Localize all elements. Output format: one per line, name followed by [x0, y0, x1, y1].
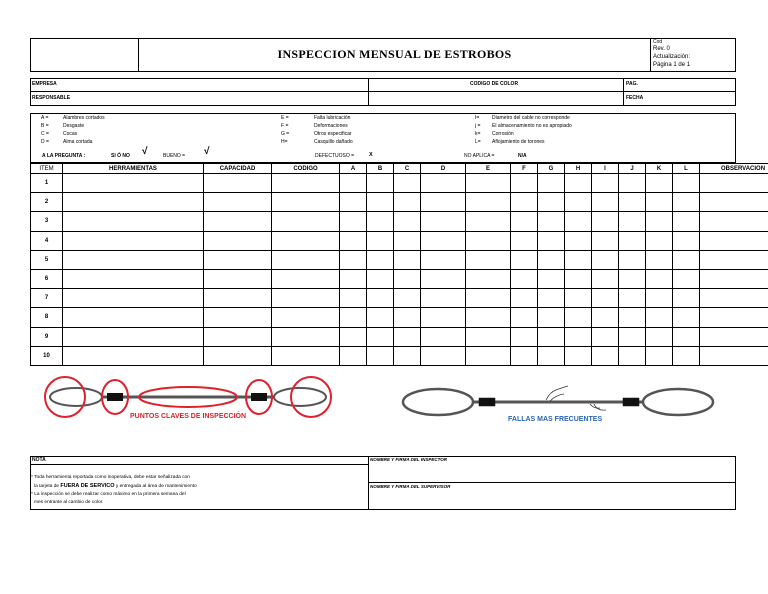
cell-f[interactable] — [511, 327, 538, 346]
responsable-label: RESPONSABLE — [32, 95, 71, 101]
cell-b[interactable] — [367, 346, 394, 365]
cell-e[interactable] — [466, 269, 511, 288]
col-header: CODIGO — [272, 164, 340, 174]
footer-vline — [368, 456, 369, 510]
meta-rev: Rev. 0 — [653, 46, 670, 52]
cell-l[interactable] — [673, 193, 700, 212]
item-number: 8 — [31, 308, 63, 327]
cell-c[interactable] — [394, 212, 421, 231]
cell-e[interactable] — [466, 308, 511, 327]
cell-d[interactable] — [421, 327, 466, 346]
cell-herramientas[interactable] — [63, 346, 204, 365]
cell-capacidad[interactable] — [204, 269, 272, 288]
cell-l[interactable] — [673, 289, 700, 308]
cell-h[interactable] — [565, 327, 592, 346]
cell-a[interactable] — [340, 327, 367, 346]
item-number: 4 — [31, 231, 63, 250]
cell-codigo[interactable] — [272, 212, 340, 231]
cell-l[interactable] — [673, 308, 700, 327]
cell-k[interactable] — [646, 174, 673, 193]
cell-k[interactable] — [646, 327, 673, 346]
note-fuera-servicio: FUERA DE SERVICO — [60, 483, 115, 489]
cell-j[interactable] — [619, 308, 646, 327]
cell-d[interactable] — [421, 212, 466, 231]
cell-d[interactable] — [421, 250, 466, 269]
info-vline-1 — [368, 78, 369, 106]
item-number: 10 — [31, 346, 63, 365]
cell-observacion[interactable] — [700, 212, 768, 231]
no-aplica-label: NO APLICA = — [464, 153, 495, 159]
col-header: K — [646, 164, 673, 174]
cell-h[interactable] — [565, 346, 592, 365]
cell-capacidad[interactable] — [204, 327, 272, 346]
legend-col-1 — [41, 114, 105, 146]
cell-i[interactable] — [592, 174, 619, 193]
cell-i[interactable] — [592, 269, 619, 288]
cell-f[interactable] — [511, 269, 538, 288]
legend-col-2 — [281, 114, 353, 146]
cell-observacion[interactable] — [700, 174, 768, 193]
cell-e[interactable] — [466, 174, 511, 193]
cell-herramientas[interactable] — [63, 231, 204, 250]
footer-nota-hline — [30, 464, 368, 465]
sling-key-points-figure — [38, 370, 338, 430]
cell-j[interactable] — [619, 212, 646, 231]
cell-a[interactable] — [340, 289, 367, 308]
cell-b[interactable] — [367, 174, 394, 193]
cell-a[interactable] — [340, 174, 367, 193]
cell-d[interactable] — [421, 231, 466, 250]
cell-h[interactable] — [565, 212, 592, 231]
cell-g[interactable] — [538, 308, 565, 327]
item-number: 2 — [31, 193, 63, 212]
left-figure-caption: PUNTOS CLAVES DE INSPECCIÓN — [130, 413, 247, 420]
cell-i[interactable] — [592, 193, 619, 212]
cell-e[interactable] — [466, 231, 511, 250]
header-meta — [653, 39, 735, 69]
col-header: D — [421, 164, 466, 174]
defectuoso-label: DEFECTUOSO = — [315, 153, 355, 159]
cell-herramientas[interactable] — [63, 193, 204, 212]
cell-e[interactable] — [466, 327, 511, 346]
cell-capacidad[interactable] — [204, 212, 272, 231]
cell-codigo[interactable] — [272, 174, 340, 193]
table-row — [31, 289, 768, 308]
pag-label: PAG. — [626, 81, 638, 87]
codigo-color-label: CODIGO DE COLOR — [470, 81, 519, 87]
cell-observacion[interactable] — [700, 193, 768, 212]
col-header: H — [565, 164, 592, 174]
cell-capacidad[interactable] — [204, 289, 272, 308]
header-divider-right — [650, 38, 651, 72]
cell-g[interactable] — [538, 212, 565, 231]
check-bueno: √ — [204, 146, 210, 157]
cell-g[interactable] — [538, 289, 565, 308]
legend-item: D = Alma cortada — [41, 139, 93, 145]
item-number: 1 — [31, 174, 63, 193]
cell-k[interactable] — [646, 212, 673, 231]
cell-d[interactable] — [421, 193, 466, 212]
cell-b[interactable] — [367, 193, 394, 212]
footer-signature-hline — [368, 482, 736, 483]
cell-c[interactable] — [394, 346, 421, 365]
legend-item: L= Aflojamiento de torones — [475, 139, 545, 145]
check-si-no: √ — [142, 146, 148, 157]
meta-cod: Cod — [653, 39, 663, 45]
cell-c[interactable] — [394, 308, 421, 327]
legend-item: H= Casquillo dañado — [281, 139, 353, 145]
cell-capacidad[interactable] — [204, 308, 272, 327]
defectuoso-mark: X — [369, 152, 373, 158]
cell-codigo[interactable] — [272, 193, 340, 212]
cell-c[interactable] — [394, 250, 421, 269]
cell-a[interactable] — [340, 250, 367, 269]
cell-e[interactable] — [466, 212, 511, 231]
cell-g[interactable] — [538, 231, 565, 250]
cell-h[interactable] — [565, 174, 592, 193]
cell-d[interactable] — [421, 289, 466, 308]
cell-h[interactable] — [565, 308, 592, 327]
col-header: J — [619, 164, 646, 174]
bueno-label: BUENO = — [163, 153, 186, 159]
cell-d[interactable] — [421, 269, 466, 288]
cell-observacion[interactable] — [700, 346, 768, 365]
cell-j[interactable] — [619, 231, 646, 250]
cell-observacion[interactable] — [700, 308, 768, 327]
col-header: E — [466, 164, 511, 174]
legend-item: E = Falta lubricación — [281, 115, 351, 121]
cell-j[interactable] — [619, 193, 646, 212]
cell-herramientas[interactable] — [63, 327, 204, 346]
cell-j[interactable] — [619, 250, 646, 269]
col-header: OBSERVACION — [700, 164, 768, 174]
cell-k[interactable] — [646, 231, 673, 250]
meta-actualizacion: Actualización: — [653, 54, 691, 60]
cell-h[interactable] — [565, 231, 592, 250]
legend-item: F = Deformaciones — [281, 123, 348, 129]
cell-b[interactable] — [367, 269, 394, 288]
cell-d[interactable] — [421, 308, 466, 327]
cell-f[interactable] — [511, 308, 538, 327]
col-header: F — [511, 164, 538, 174]
cell-codigo[interactable] — [272, 308, 340, 327]
cell-capacidad[interactable] — [204, 174, 272, 193]
cell-g[interactable] — [538, 193, 565, 212]
meta-pagina: Página 1 de 1 — [653, 62, 691, 68]
cell-c[interactable] — [394, 193, 421, 212]
cell-codigo[interactable] — [272, 231, 340, 250]
table-row — [31, 193, 768, 212]
col-header: L — [673, 164, 700, 174]
legend-item: B = Desgaste — [41, 123, 85, 129]
cell-j[interactable] — [619, 269, 646, 288]
si-no-label: SI Ó NO — [111, 153, 130, 159]
cell-i[interactable] — [592, 250, 619, 269]
table-row — [31, 250, 768, 269]
cell-c[interactable] — [394, 174, 421, 193]
cell-i[interactable] — [592, 346, 619, 365]
cell-herramientas[interactable] — [63, 250, 204, 269]
col-header: A — [340, 164, 367, 174]
cell-i[interactable] — [592, 308, 619, 327]
cell-codigo[interactable] — [272, 346, 340, 365]
table-row — [31, 308, 768, 327]
note-line-4: mes entrante al cambio de color. — [34, 500, 104, 505]
col-header: B — [367, 164, 394, 174]
cell-f[interactable] — [511, 231, 538, 250]
cell-e[interactable] — [466, 193, 511, 212]
inspector-signature-label: NOMBRE Y FIRMA DEL INSPECTOR — [370, 457, 448, 462]
legend-item: j = El almacenamiento no es apropiado — [475, 123, 572, 129]
cell-a[interactable] — [340, 346, 367, 365]
right-figure-caption: FALLAS MAS FRECUENTES — [508, 416, 603, 423]
cell-j[interactable] — [619, 289, 646, 308]
cell-k[interactable] — [646, 250, 673, 269]
item-number: 3 — [31, 212, 63, 231]
cell-g[interactable] — [538, 174, 565, 193]
cell-l[interactable] — [673, 174, 700, 193]
cell-herramientas[interactable] — [63, 174, 204, 193]
col-header: G — [538, 164, 565, 174]
info-hline — [30, 91, 736, 92]
legend-col-3 — [475, 114, 572, 146]
col-header: HERRAMIENTAS — [63, 164, 204, 174]
info-vline-2 — [623, 78, 624, 106]
fecha-label: FECHA — [626, 95, 644, 101]
cell-h[interactable] — [565, 193, 592, 212]
cell-codigo[interactable] — [272, 250, 340, 269]
cell-a[interactable] — [340, 193, 367, 212]
cell-a[interactable] — [340, 212, 367, 231]
cell-codigo[interactable] — [272, 327, 340, 346]
sling-drawing — [50, 388, 326, 406]
legend-item: A = Alambres cortados — [41, 115, 105, 121]
cell-l[interactable] — [673, 250, 700, 269]
cell-g[interactable] — [538, 269, 565, 288]
cell-capacidad[interactable] — [204, 250, 272, 269]
cell-c[interactable] — [394, 269, 421, 288]
item-number: 7 — [31, 289, 63, 308]
cell-e[interactable] — [466, 346, 511, 365]
cell-observacion[interactable] — [700, 231, 768, 250]
cell-b[interactable] — [367, 250, 394, 269]
cell-c[interactable] — [394, 289, 421, 308]
cell-herramientas[interactable] — [63, 289, 204, 308]
table-header-row — [31, 164, 768, 174]
supervisor-signature-label: NOMBRE Y FIRMA DEL SUPERVISOR — [370, 484, 451, 489]
cell-k[interactable] — [646, 269, 673, 288]
cell-f[interactable] — [511, 193, 538, 212]
cell-observacion[interactable] — [700, 289, 768, 308]
cell-g[interactable] — [538, 250, 565, 269]
cell-d[interactable] — [421, 346, 466, 365]
cell-herramientas[interactable] — [63, 269, 204, 288]
legend-item: C = Cocas — [41, 131, 78, 137]
cell-b[interactable] — [367, 212, 394, 231]
cell-b[interactable] — [367, 308, 394, 327]
legend-box — [30, 113, 736, 163]
note-text — [31, 474, 366, 507]
cell-j[interactable] — [619, 174, 646, 193]
cell-l[interactable] — [673, 346, 700, 365]
empresa-label: EMPRESA — [32, 81, 57, 87]
legend-item: k= Corrosión — [475, 131, 514, 137]
note-line-1: * Toda herramienta reportada como inoperativa, debe estar señalizada con — [31, 475, 190, 480]
cell-j[interactable] — [619, 346, 646, 365]
cell-h[interactable] — [565, 250, 592, 269]
cell-i[interactable] — [592, 231, 619, 250]
table-row — [31, 327, 768, 346]
cell-k[interactable] — [646, 193, 673, 212]
cell-b[interactable] — [367, 327, 394, 346]
cell-f[interactable] — [511, 346, 538, 365]
cell-observacion[interactable] — [700, 327, 768, 346]
cell-b[interactable] — [367, 289, 394, 308]
cell-a[interactable] — [340, 308, 367, 327]
col-header: C — [394, 164, 421, 174]
cell-a[interactable] — [340, 231, 367, 250]
cell-f[interactable] — [511, 250, 538, 269]
nota-label: NOTA — [32, 457, 46, 463]
cell-k[interactable] — [646, 346, 673, 365]
cell-i[interactable] — [592, 289, 619, 308]
cell-k[interactable] — [646, 308, 673, 327]
cell-i[interactable] — [592, 327, 619, 346]
cell-capacidad[interactable] — [204, 193, 272, 212]
cell-h[interactable] — [565, 269, 592, 288]
cell-c[interactable] — [394, 327, 421, 346]
item-number: 5 — [31, 250, 63, 269]
cell-e[interactable] — [466, 250, 511, 269]
cell-g[interactable] — [538, 327, 565, 346]
cell-b[interactable] — [367, 231, 394, 250]
cell-h[interactable] — [565, 289, 592, 308]
cell-j[interactable] — [619, 327, 646, 346]
cell-l[interactable] — [673, 212, 700, 231]
table-row — [31, 269, 768, 288]
cell-g[interactable] — [538, 346, 565, 365]
cell-l[interactable] — [673, 231, 700, 250]
cell-l[interactable] — [673, 269, 700, 288]
cell-observacion[interactable] — [700, 269, 768, 288]
note-line-2: la tarjeta de FUERA DE SERVICO y entregada al área de mantenimiento — [34, 483, 197, 489]
legend-item: I= Diametro del cable no corresponde — [475, 115, 570, 121]
item-number: 9 — [31, 327, 63, 346]
cell-capacidad[interactable] — [204, 346, 272, 365]
cell-f[interactable] — [511, 174, 538, 193]
cell-a[interactable] — [340, 269, 367, 288]
cell-codigo[interactable] — [272, 289, 340, 308]
cell-i[interactable] — [592, 212, 619, 231]
cell-c[interactable] — [394, 231, 421, 250]
cell-f[interactable] — [511, 212, 538, 231]
no-aplica-mark: N/A — [518, 153, 527, 159]
legend-item: G = Otros especificar — [281, 131, 352, 137]
item-number: 6 — [31, 269, 63, 288]
cell-l[interactable] — [673, 327, 700, 346]
cell-d[interactable] — [421, 174, 466, 193]
cell-e[interactable] — [466, 289, 511, 308]
table-body — [31, 174, 768, 366]
cell-capacidad[interactable] — [204, 231, 272, 250]
col-header: I — [592, 164, 619, 174]
note-line-3: * La inspección se debe realizar como máximo en la primera semana del — [31, 492, 186, 497]
col-header: CAPACIDAD — [204, 164, 272, 174]
cell-herramientas[interactable] — [63, 212, 204, 231]
answer-label: A LA PREGUNTA : — [42, 153, 86, 159]
table-row — [31, 231, 768, 250]
cell-herramientas[interactable] — [63, 308, 204, 327]
table-row — [31, 174, 768, 193]
table-row — [31, 212, 768, 231]
cell-k[interactable] — [646, 289, 673, 308]
table-row — [31, 346, 768, 365]
inspection-table — [30, 163, 768, 366]
col-header: ITEM — [31, 164, 63, 174]
broken-wire-marks — [546, 386, 606, 410]
cell-f[interactable] — [511, 289, 538, 308]
cell-codigo[interactable] — [272, 269, 340, 288]
document-title: INSPECCION MENSUAL DE ESTROBOS — [277, 47, 512, 61]
cell-observacion[interactable] — [700, 250, 768, 269]
